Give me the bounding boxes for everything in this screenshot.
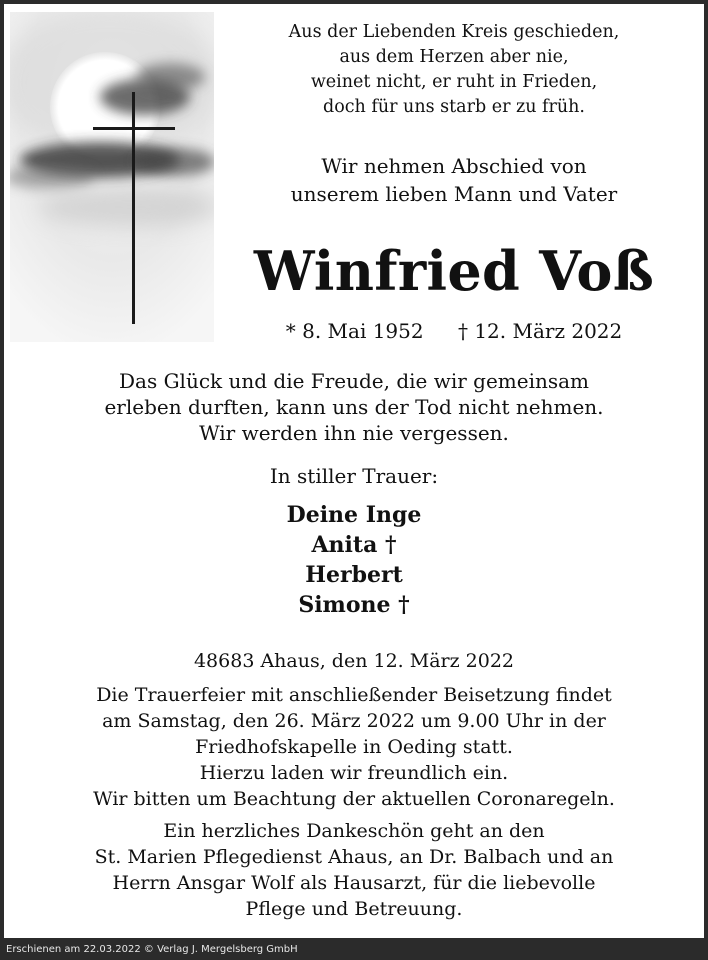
cross-moon-clouds-icon (10, 12, 214, 342)
poem-line: Aus der Liebenden Kreis geschieden, (288, 22, 620, 42)
obituary-card (4, 4, 704, 938)
ceremony-info (4, 682, 704, 812)
farewell-line: Wir nehmen Abschied von (321, 154, 587, 178)
ceremony-line: Hierzu laden wir freundlich ein. (199, 762, 509, 784)
memorial-image (10, 12, 214, 342)
family-member: Herbert (305, 562, 403, 588)
poem-line: aus dem Herzen aber nie, (339, 47, 569, 67)
farewell-line: unserem lieben Mann und Vater (290, 182, 618, 206)
ceremony-line: Friedhofskapelle in Oeding statt. (195, 736, 513, 758)
tribute-line: erleben durften, kann uns der Tod nicht nehmen. (104, 395, 604, 419)
thanks-text (4, 818, 704, 922)
family-member: Anita † (311, 532, 397, 558)
mourning-label: In stiller Trauer: (269, 464, 439, 488)
deceased-name: Winfried Voß (253, 239, 655, 303)
thanks-line: Herrn Ansgar Wolf als Hausarzt, für die liebevolle (112, 872, 596, 894)
tribute-line: Das Glück und die Freude, die wir gemeinsam (118, 369, 590, 393)
publication-footer: Erschienen am 22.03.2022 © Verlag J. Mergelsberg GmbH (6, 944, 298, 955)
poem-line: weinet nicht, er ruht in Frieden, (310, 72, 598, 92)
tribute-text (4, 368, 704, 446)
poem (224, 20, 684, 120)
thanks-line: Pflege und Betreuung. (245, 898, 463, 920)
family-member: Deine Inge (286, 502, 422, 528)
life-dates (224, 317, 684, 345)
ceremony-line: Die Trauerfeier mit anschließender Beisetzung findet (96, 684, 612, 706)
death-date: † 12. März 2022 (457, 319, 623, 343)
place-date: 48683 Ahaus, den 12. März 2022 (193, 650, 515, 672)
farewell-text (224, 152, 684, 208)
poem-line: doch für uns starb er zu früh. (323, 97, 585, 117)
ceremony-line: am Samstag, den 26. März 2022 um 9.00 Uhr in der (102, 710, 606, 732)
thanks-line: St. Marien Pflegedienst Ahaus, an Dr. Balbach und an (94, 846, 614, 868)
family-member: Simone † (298, 592, 410, 618)
thanks-line: Ein herzliches Dankeschön geht an den (163, 820, 545, 842)
ceremony-line: Wir bitten um Beachtung der aktuellen Coronaregeln. (93, 788, 615, 810)
birth-date: * 8. Mai 1952 (285, 319, 424, 343)
family-list (4, 500, 704, 620)
tribute-line: Wir werden ihn nie vergessen. (199, 421, 509, 445)
